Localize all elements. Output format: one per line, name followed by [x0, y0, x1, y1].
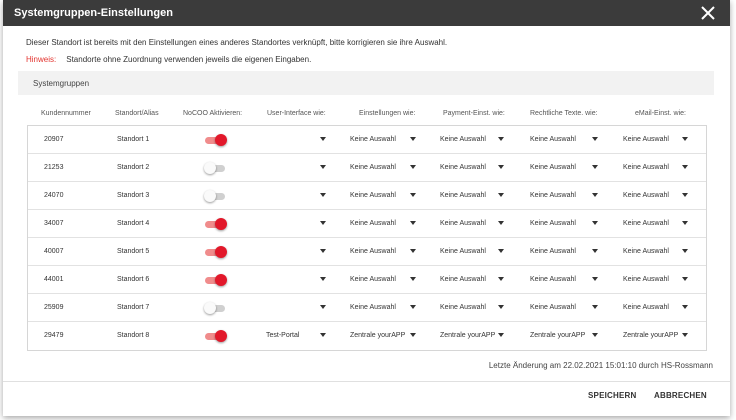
select-value: Keine Auswahl — [350, 220, 396, 227]
standort-cell: Standort 3 — [117, 192, 150, 199]
select-value: Keine Auswahl — [440, 304, 486, 311]
payment-select[interactable] — [440, 246, 506, 258]
kundennummer-cell: 44001 — [44, 276, 64, 283]
table-row — [28, 154, 706, 182]
chevron-down-icon — [320, 165, 326, 169]
select-value: Keine Auswahl — [350, 276, 396, 283]
nocoo-toggle[interactable] — [205, 302, 227, 314]
user-interface-select[interactable] — [266, 246, 328, 258]
payment-select[interactable] — [440, 274, 506, 286]
standort-cell: Standort 2 — [117, 164, 150, 171]
email-select[interactable] — [623, 218, 690, 230]
user-interface-select[interactable] — [266, 302, 328, 314]
table-row — [28, 322, 706, 350]
rechtliche-texte-select[interactable] — [530, 302, 600, 314]
email-select[interactable] — [623, 330, 690, 342]
email-select[interactable] — [623, 246, 690, 258]
payment-select[interactable] — [440, 190, 506, 202]
select-value: Keine Auswahl — [440, 192, 486, 199]
payment-select[interactable] — [440, 134, 506, 146]
hint-text: Standorte ohne Zuordnung verwenden jeweils die eigenen Eingaben. — [66, 55, 312, 64]
select-value: Zentrale yourAPP — [350, 332, 406, 339]
chevron-down-icon — [682, 277, 688, 281]
group-header — [18, 71, 714, 95]
select-value: Keine Auswahl — [530, 192, 576, 199]
select-value: Keine Auswahl — [623, 136, 669, 143]
col-header-nocoo: NoCOO Aktivieren: — [183, 110, 243, 117]
user-interface-select[interactable] — [266, 190, 328, 202]
table-row — [28, 294, 706, 322]
nocoo-toggle[interactable] — [205, 330, 227, 342]
chevron-down-icon — [320, 221, 326, 225]
select-value: Keine Auswahl — [440, 248, 486, 255]
select-value: Keine Auswahl — [623, 248, 669, 255]
email-select[interactable] — [623, 302, 690, 314]
chevron-down-icon — [320, 305, 326, 309]
chevron-down-icon — [320, 277, 326, 281]
chevron-down-icon — [498, 249, 504, 253]
payment-select[interactable] — [440, 302, 506, 314]
select-value: Keine Auswahl — [623, 304, 669, 311]
chevron-down-icon — [682, 305, 688, 309]
chevron-down-icon — [320, 333, 326, 337]
einstellungen-select[interactable] — [350, 190, 418, 202]
chevron-down-icon — [592, 333, 598, 337]
select-value: Keine Auswahl — [350, 136, 396, 143]
toggle-knob — [215, 246, 227, 258]
select-value: Keine Auswahl — [350, 304, 396, 311]
select-value: Keine Auswahl — [440, 164, 486, 171]
kundennummer-cell: 40007 — [44, 248, 64, 255]
dialog-title: Systemgruppen-Einstellungen — [14, 7, 173, 19]
chevron-down-icon — [682, 249, 688, 253]
standort-cell: Standort 8 — [117, 332, 150, 339]
user-interface-select[interactable] — [266, 134, 328, 146]
hint-label: Hinweis: — [26, 55, 57, 64]
close-icon[interactable] — [700, 5, 716, 21]
select-value: Keine Auswahl — [350, 192, 396, 199]
chevron-down-icon — [320, 193, 326, 197]
toggle-knob — [215, 218, 227, 230]
select-value: Keine Auswahl — [530, 248, 576, 255]
col-header-rechtliche-texte: Rechtliche Texte. wie: — [530, 110, 598, 117]
email-select[interactable] — [623, 134, 690, 146]
col-header-email: eMail-Einst. wie: — [635, 110, 686, 117]
einstellungen-select[interactable] — [350, 134, 418, 146]
chevron-down-icon — [592, 165, 598, 169]
chevron-down-icon — [410, 165, 416, 169]
chevron-down-icon — [410, 277, 416, 281]
rechtliche-texte-select[interactable] — [530, 134, 600, 146]
chevron-down-icon — [498, 277, 504, 281]
select-value: Keine Auswahl — [440, 276, 486, 283]
toggle-knob — [215, 134, 227, 146]
standort-cell: Standort 4 — [117, 220, 150, 227]
select-value: Zentrale yourAPP — [440, 332, 496, 339]
einstellungen-select[interactable] — [350, 246, 418, 258]
col-header-user-interface: User-Interface wie: — [267, 110, 326, 117]
chevron-down-icon — [410, 137, 416, 141]
kundennummer-cell: 34007 — [44, 220, 64, 227]
col-header-kundennummer: Kundennummer — [41, 110, 91, 117]
chevron-down-icon — [592, 305, 598, 309]
rechtliche-texte-select[interactable] — [530, 162, 600, 174]
nocoo-toggle[interactable] — [205, 134, 227, 146]
user-interface-select[interactable] — [266, 218, 328, 230]
kundennummer-cell: 21253 — [44, 164, 64, 171]
chevron-down-icon — [498, 165, 504, 169]
chevron-down-icon — [682, 137, 688, 141]
einstellungen-select[interactable] — [350, 218, 418, 230]
chevron-down-icon — [682, 333, 688, 337]
select-value: Keine Auswahl — [623, 192, 669, 199]
chevron-down-icon — [498, 221, 504, 225]
email-select[interactable] — [623, 190, 690, 202]
select-value: Keine Auswahl — [530, 304, 576, 311]
select-value: Zentrale yourAPP — [530, 332, 586, 339]
nocoo-toggle[interactable] — [205, 246, 227, 258]
col-header-standort: Standort/Alias — [115, 110, 159, 117]
col-header-payment: Payment-Einst. wie: — [443, 110, 505, 117]
select-value: Keine Auswahl — [440, 136, 486, 143]
einstellungen-select[interactable] — [350, 302, 418, 314]
select-value: Keine Auswahl — [350, 164, 396, 171]
chevron-down-icon — [682, 193, 688, 197]
toggle-knob — [204, 162, 216, 174]
standort-cell: Standort 1 — [117, 136, 150, 143]
chevron-down-icon — [410, 221, 416, 225]
footer-divider — [3, 381, 730, 382]
chevron-down-icon — [592, 277, 598, 281]
chevron-down-icon — [498, 333, 504, 337]
payment-select[interactable] — [440, 218, 506, 230]
last-change-text: Letzte Änderung am 22.02.2021 15:01:10 durch HS-Rossmann — [488, 361, 713, 370]
hint-line — [26, 55, 311, 64]
select-value: Keine Auswahl — [530, 136, 576, 143]
kundennummer-cell: 25909 — [44, 304, 64, 311]
toggle-knob — [215, 330, 227, 342]
select-value: Zentrale yourAPP — [623, 332, 679, 339]
select-value: Keine Auswahl — [623, 164, 669, 171]
chevron-down-icon — [592, 249, 598, 253]
table-row — [28, 238, 706, 266]
user-interface-select[interactable] — [266, 274, 328, 286]
kundennummer-cell: 20907 — [44, 136, 64, 143]
nocoo-toggle[interactable] — [205, 162, 227, 174]
chevron-down-icon — [320, 137, 326, 141]
payment-select[interactable] — [440, 330, 506, 342]
chevron-down-icon — [592, 137, 598, 141]
systemgruppen-table — [27, 125, 707, 351]
einstellungen-select[interactable] — [350, 162, 418, 174]
einstellungen-select[interactable] — [350, 274, 418, 286]
rechtliche-texte-select[interactable] — [530, 218, 600, 230]
dialog-titlebar — [3, 0, 730, 26]
standort-cell: Standort 5 — [117, 248, 150, 255]
user-interface-select[interactable] — [266, 162, 328, 174]
kundennummer-cell: 29479 — [44, 332, 64, 339]
toggle-knob — [204, 302, 216, 314]
chevron-down-icon — [682, 221, 688, 225]
kundennummer-cell: 24070 — [44, 192, 64, 199]
email-select[interactable] — [623, 162, 690, 174]
select-value: Keine Auswahl — [530, 164, 576, 171]
chevron-down-icon — [592, 221, 598, 225]
rechtliche-texte-select[interactable] — [530, 330, 600, 342]
table-row — [28, 210, 706, 238]
col-header-einstellungen: Einstellungen wie: — [359, 110, 416, 117]
chevron-down-icon — [498, 137, 504, 141]
rechtliche-texte-select[interactable] — [530, 274, 600, 286]
info-message: Dieser Standort ist bereits mit den Einstellungen eines anderes Standortes verknüpft, bitte korrigieren sie ihre Auswahl. — [26, 38, 448, 47]
chevron-down-icon — [410, 249, 416, 253]
table-row — [28, 266, 706, 294]
cancel-button[interactable]: ABBRECHEN — [654, 391, 707, 400]
select-value: Keine Auswahl — [440, 220, 486, 227]
standort-cell: Standort 6 — [117, 276, 150, 283]
einstellungen-select[interactable] — [350, 330, 418, 342]
select-value: Keine Auswahl — [530, 276, 576, 283]
chevron-down-icon — [498, 305, 504, 309]
user-interface-select[interactable] — [266, 330, 328, 342]
chevron-down-icon — [498, 193, 504, 197]
select-value: Test-Portal — [266, 332, 300, 339]
toggle-knob — [215, 274, 227, 286]
nocoo-toggle[interactable] — [205, 218, 227, 230]
nocoo-toggle[interactable] — [205, 274, 227, 286]
chevron-down-icon — [410, 305, 416, 309]
chevron-down-icon — [592, 193, 598, 197]
table-row — [28, 126, 706, 154]
rechtliche-texte-select[interactable] — [530, 246, 600, 258]
save-button[interactable]: SPEICHERN — [588, 391, 637, 400]
chevron-down-icon — [410, 193, 416, 197]
payment-select[interactable] — [440, 162, 506, 174]
settings-dialog — [3, 0, 730, 416]
select-value: Keine Auswahl — [350, 248, 396, 255]
chevron-down-icon — [320, 249, 326, 253]
standort-cell: Standort 7 — [117, 304, 150, 311]
select-value: Keine Auswahl — [623, 276, 669, 283]
table-row — [28, 182, 706, 210]
toggle-knob — [204, 190, 216, 202]
group-title: Systemgruppen — [33, 79, 90, 88]
rechtliche-texte-select[interactable] — [530, 190, 600, 202]
chevron-down-icon — [410, 333, 416, 337]
email-select[interactable] — [623, 274, 690, 286]
chevron-down-icon — [682, 165, 688, 169]
select-value: Keine Auswahl — [530, 220, 576, 227]
nocoo-toggle[interactable] — [205, 190, 227, 202]
select-value: Keine Auswahl — [623, 220, 669, 227]
